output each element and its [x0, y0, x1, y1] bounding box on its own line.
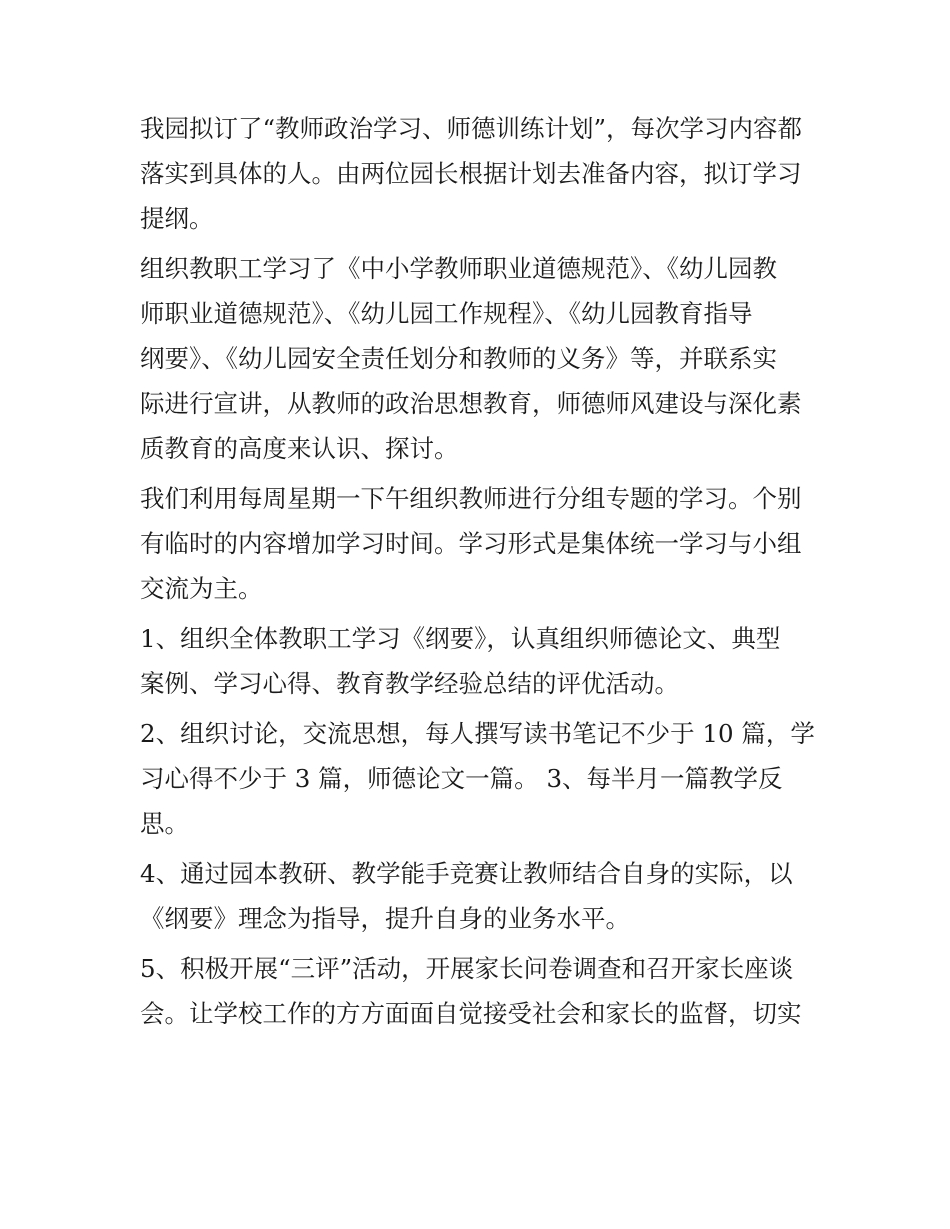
list-item-2: [140, 711, 820, 846]
text-line: 纲要》、《幼儿园安全责任划分和教师的义务》等，并联系实: [140, 344, 777, 373]
text-line: 会。让学校工作的方方面面自觉接受社会和家长的监督，切实: [140, 999, 802, 1028]
list-item-1: [140, 616, 820, 706]
paragraph-weekly-study: [140, 476, 820, 611]
document-body: [140, 106, 820, 1036]
text-line: 际进行宣讲，从教师的政治思想教育，师德师风建设与深化素: [140, 389, 802, 418]
text-line: 5、积极开展“三评”活动，开展家长问卷调查和召开家长座谈: [140, 954, 794, 983]
text-line: 习心得不少于 3 篇，师德论文一篇。 3、每半月一篇教学反: [140, 764, 783, 793]
text-line: 组织教职工学习了《中小学教师职业道德规范》、《幼儿园教: [140, 254, 777, 283]
text-line: 我园拟订了“教师政治学习、师德训练计划”，每次学习内容都: [140, 114, 803, 143]
paragraph-study-regulations: [140, 246, 820, 471]
text-line: 思。: [140, 809, 189, 838]
text-line: 落实到具体的人。由两位园长根据计划去准备内容，拟订学习: [140, 159, 802, 188]
text-line: 质教育的高度来认识、探讨。: [140, 434, 459, 463]
text-line: 2、组织讨论，交流思想，每人撰写读书笔记不少于 10 篇，学: [140, 719, 815, 748]
text-line: 交流为主。: [140, 574, 263, 603]
text-line: 案例、学习心得、教育教学经验总结的评优活动。: [140, 669, 679, 698]
text-line: 《纲要》理念为指导，提升自身的业务水平。: [140, 904, 630, 933]
text-line: 提纲。: [140, 204, 214, 233]
text-line: 我们利用每周星期一下午组织教师进行分组专题的学习。个别: [140, 484, 802, 513]
paragraph-plan: [140, 106, 820, 241]
text-line: 有临时的内容增加学习时间。学习形式是集体统一学习与小组: [140, 529, 802, 558]
text-line: 1、组织全体教职工学习《纲要》，认真组织师德论文、典型: [140, 624, 781, 653]
text-line: 4、通过园本教研、教学能手竞赛让教师结合自身的实际，以: [140, 859, 793, 888]
list-item-4: [140, 851, 820, 941]
list-item-5: [140, 946, 820, 1036]
text-line: 师职业道德规范》、《幼儿园工作规程》、《幼儿园教育指导: [140, 299, 753, 328]
